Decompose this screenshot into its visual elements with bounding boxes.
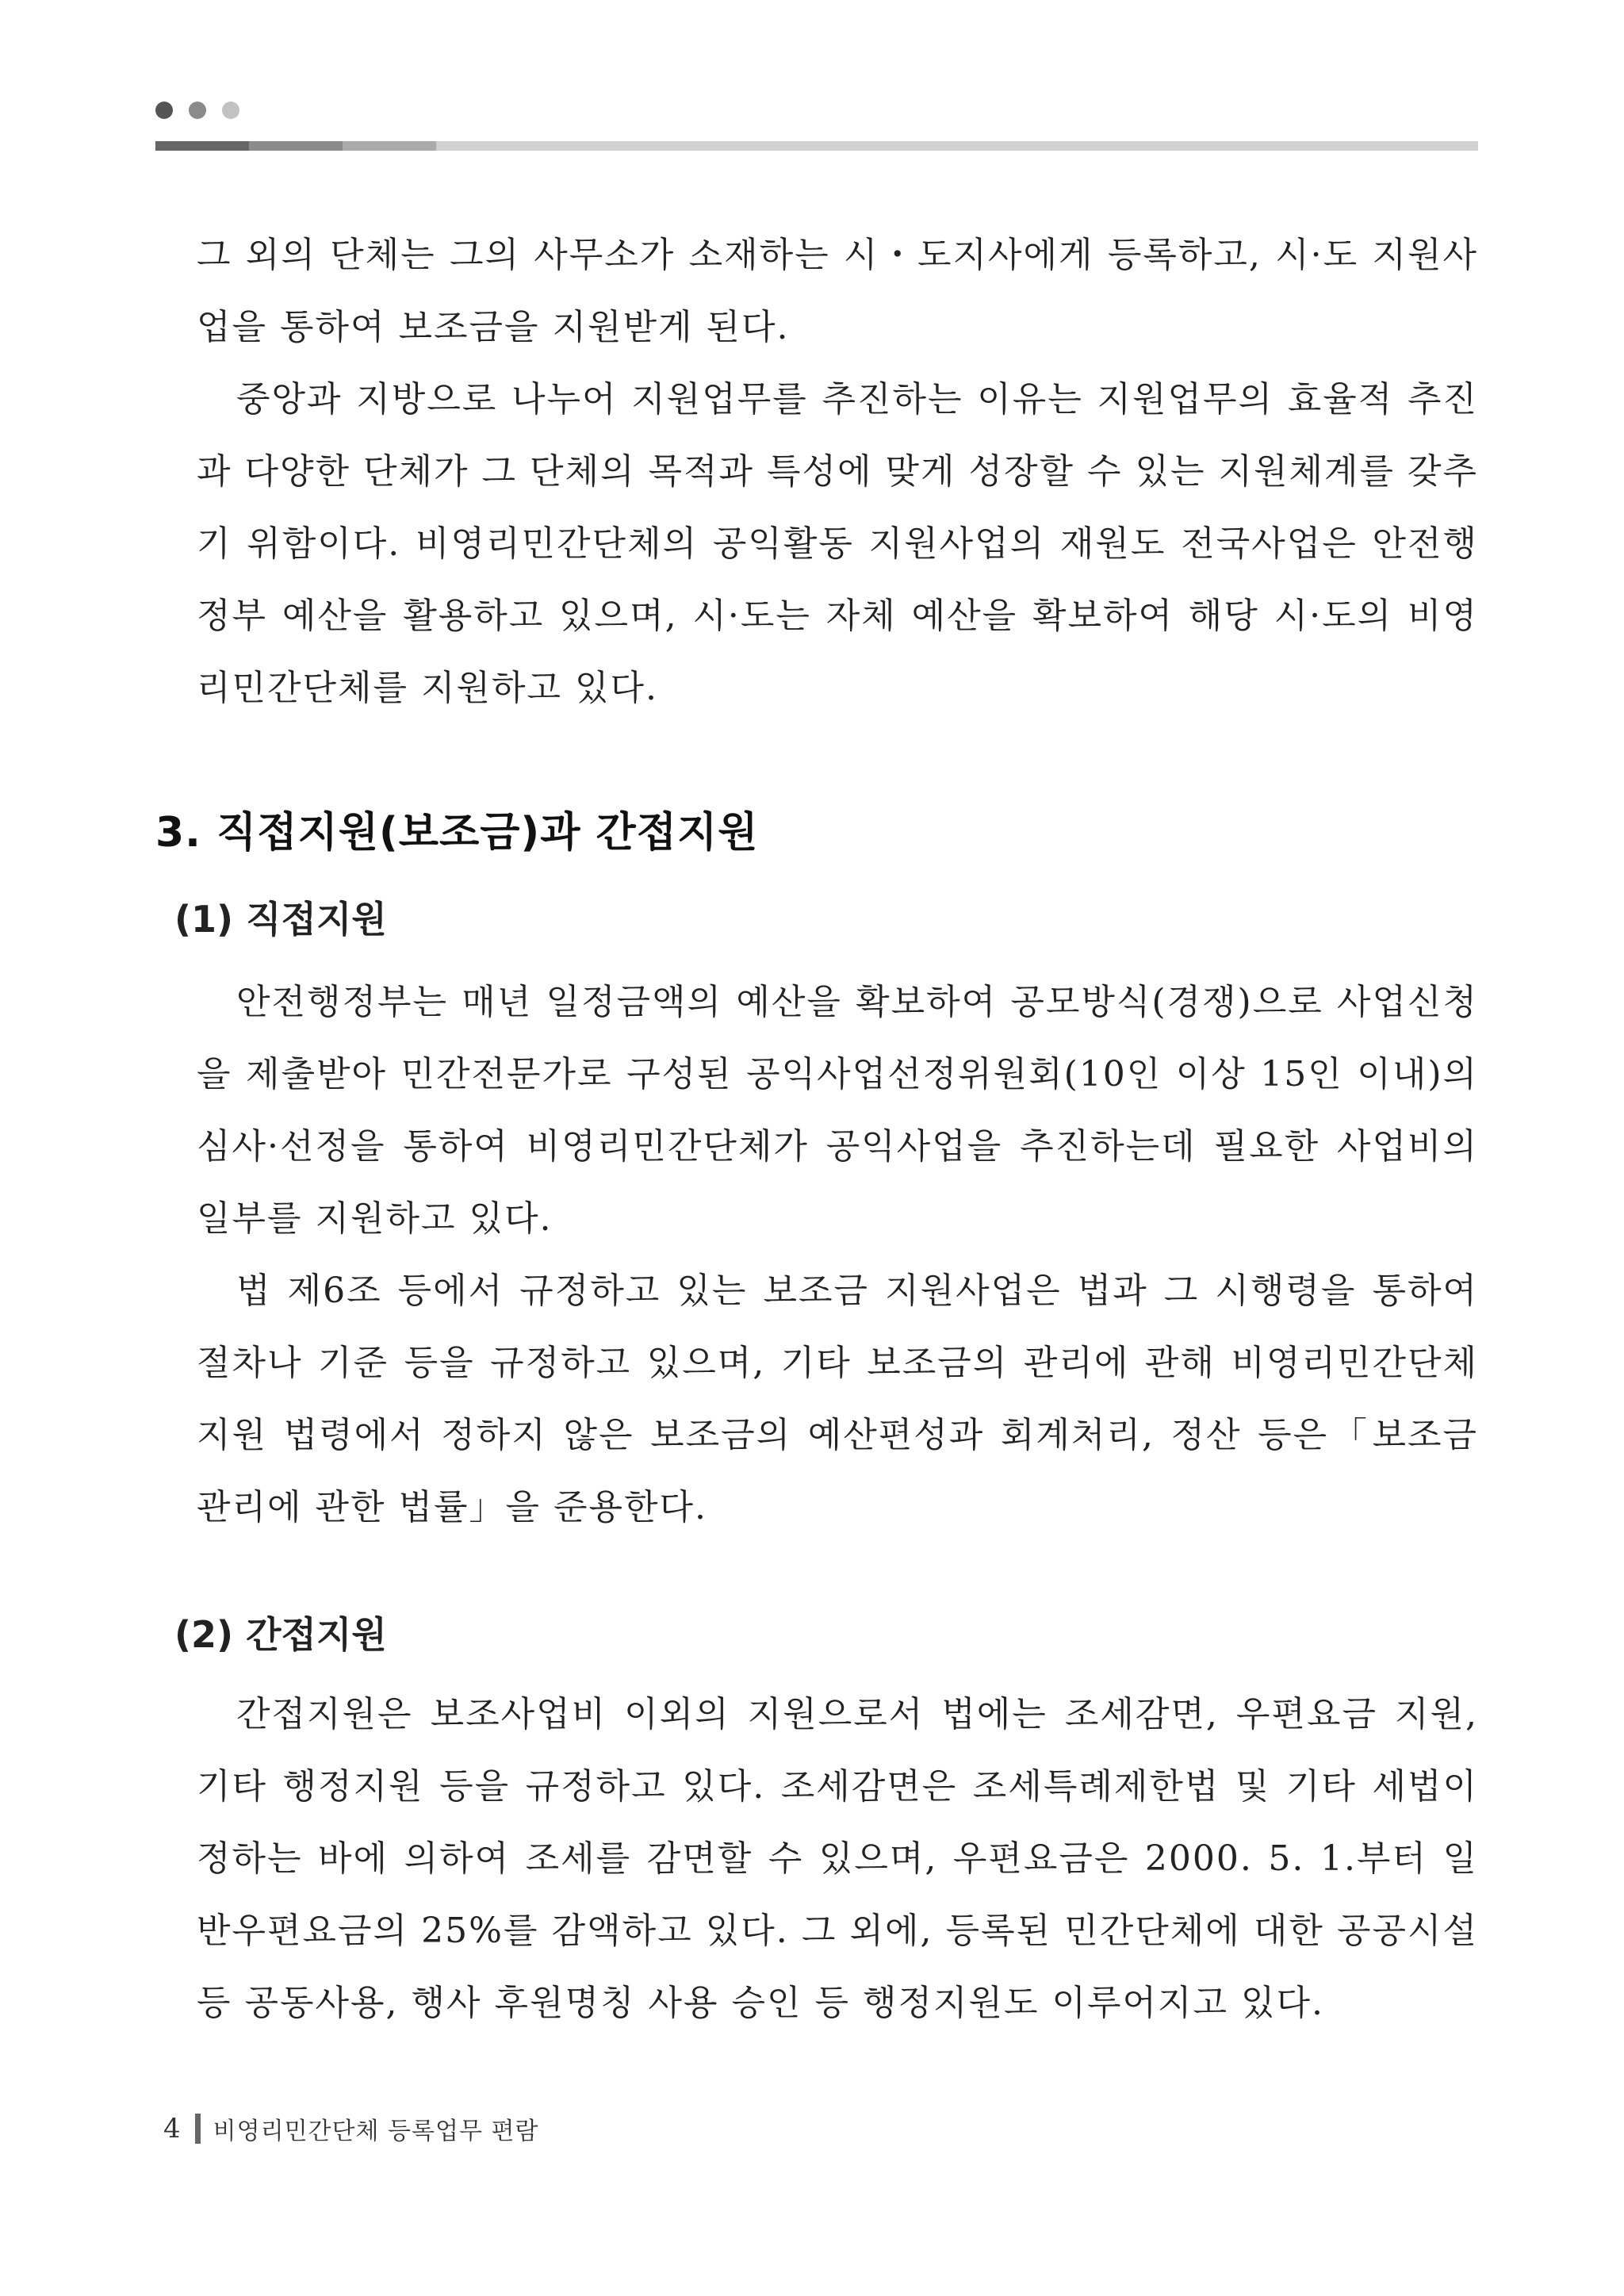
header-rule-segment-4 — [436, 141, 1478, 151]
footer-title: 비영리민간단체 등록업무 편람 — [213, 2118, 539, 2145]
subsection-heading-indirect: (2) 간접지원 — [174, 1613, 387, 1656]
body-paragraph: 법 제6조 등에서 규정하고 있는 보조금 지원사업은 법과 그 시행령을 통하여 절차나 기준 등을 규정하고 있으며, 기타 보조금의 관리에 관해 비영리민간단체 지원 법령에서 정하지 않은 보조금의 예산편성과 회계처리, 정산 등은「보조금 관리에 관한 법률」을 준용한다. — [197, 1271, 1478, 1527]
page-footer — [163, 2113, 538, 2145]
header-dot-dark — [155, 102, 173, 119]
body-paragraph: 중앙과 지방으로 나누어 지원업무를 추진하는 이유는 지원업무의 효율적 추진과 다양한 단체가 그 단체의 목적과 특성에 맞게 성장할 수 있는 지원체계를 갖추기 위함이다. 비영리민간단체의 공익활동 지원사업의 재원도 전국사업은 안전행정부 예산을 활용하고 있으며, 시·도는 자체 예산을 확보하여 해당 시·도의 비영리민간단체를 지원하고 있다. — [197, 379, 1478, 708]
body-paragraph: 안전행정부는 매년 일정금액의 예산을 확보하여 공모방식(경쟁)으로 사업신청을 제출받아 민간전문가로 구성된 공익사업선정위원회(10인 이상 15인 이내)의 심사·선정을 통하여 비영리민간단체가 공익사업을 추진하는데 필요한 사업비의 일부를 지원하고 있다. — [197, 982, 1478, 1239]
header-rule — [155, 141, 1478, 151]
footer-divider — [195, 2114, 201, 2144]
body-paragraph: 그 외의 단체는 그의 사무소가 소재하는 시・도지사에게 등록하고, 시·도 지원사업을 통하여 보조금을 지원받게 된다. — [197, 235, 1478, 347]
header-dot-medium — [189, 102, 206, 119]
header-rule-segment-3 — [343, 141, 436, 151]
body-paragraph: 간접지원은 보조사업비 이외의 지원으로서 법에는 조세감면, 우편요금 지원, 기타 행정지원 등을 규정하고 있다. 조세감면은 조세특례제한법 및 기타 세법이 정하는 바에 의하여 조세를 감면할 수 있으며, 우편요금은 2000. 5. 1.부터 일반우편요금의 25%를 감액하고 있다. 그 외에, 등록된 민간단체에 대한 공공시설 등 공동사용, 행사 후원명칭 사용 승인 등 행정지원도 이루어지고 있다. — [197, 1694, 1478, 2023]
subsection-heading-direct: (1) 직접지원 — [174, 898, 387, 941]
direct-support-text — [197, 966, 1478, 1543]
header-dot-light — [222, 102, 239, 119]
page-number: 4 — [163, 2113, 181, 2145]
section-title: 3. 직접지원(보조금)과 간접지원 — [155, 809, 759, 857]
header-rule-segment-2 — [249, 141, 343, 151]
indirect-support-text — [197, 1678, 1478, 2039]
intro-text — [197, 219, 1478, 724]
header-rule-segment-1 — [155, 141, 249, 151]
